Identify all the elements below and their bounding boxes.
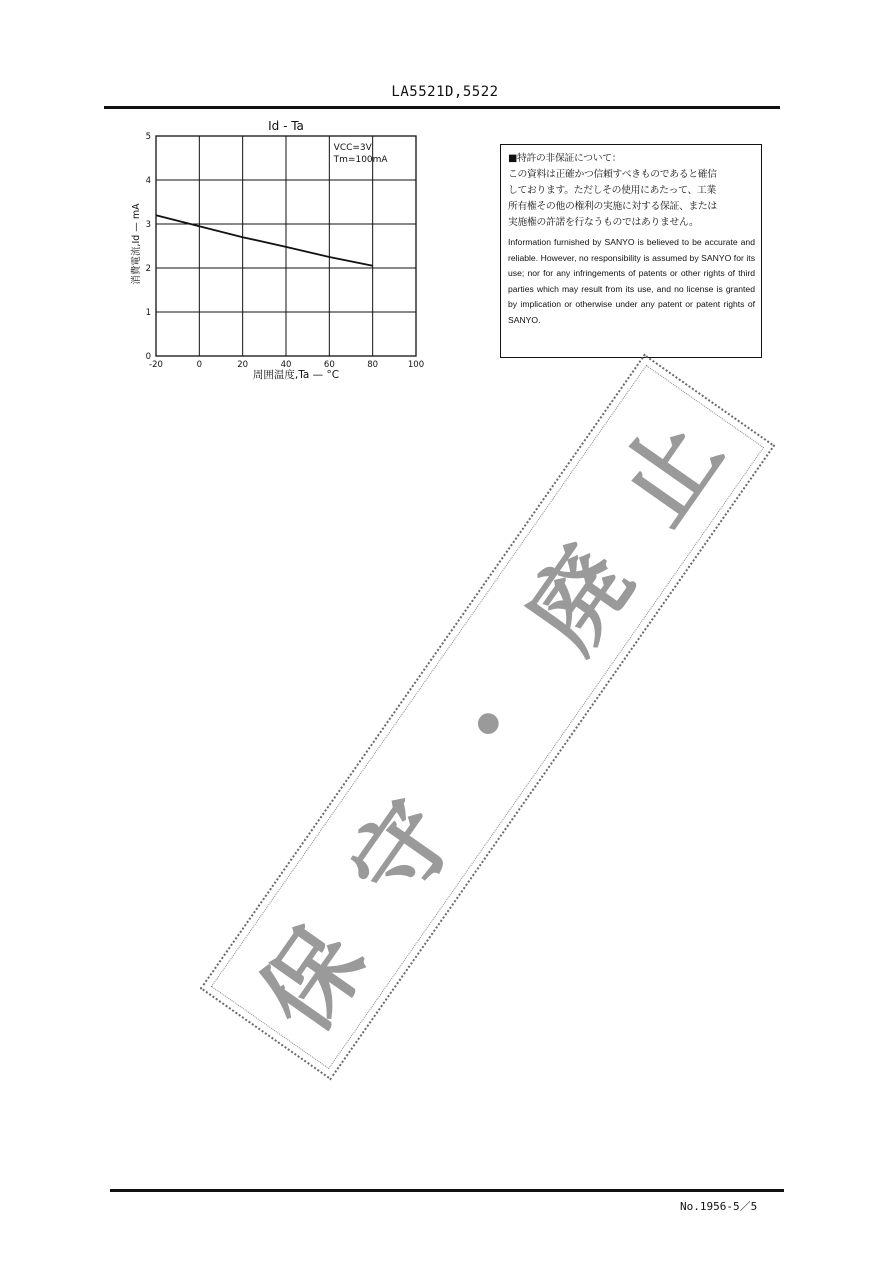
notice-jp-line: しております。ただしその使用にあたって、工業: [508, 185, 716, 196]
stamp-character: 守: [327, 772, 482, 924]
stamp-character: 廃: [505, 518, 659, 670]
x-tick-label: 60: [323, 360, 335, 370]
notice-japanese-text: [508, 151, 755, 231]
chart-tick-labels: [146, 132, 425, 370]
stamp-text: [200, 354, 776, 1081]
stamp-character: 保: [238, 899, 393, 1051]
page-header-title: LA5521D,5522: [391, 84, 499, 100]
header-rule: [104, 106, 780, 109]
y-tick-label: 1: [145, 308, 151, 318]
notice-jp-line: ■特許の非保証について：: [508, 153, 622, 164]
chart-series: [156, 215, 373, 266]
chart-y-axis-label: 消費電流,Id — mA: [131, 203, 142, 285]
x-tick-label: 100: [407, 360, 425, 370]
notice-jp-line: 実施権の許諾を行なうものではありません。: [508, 217, 699, 228]
stamp-character: 止: [594, 391, 748, 543]
x-tick-label: 20: [237, 360, 249, 370]
y-tick-label: 4: [145, 176, 151, 186]
series-line: [156, 215, 373, 266]
x-tick-label: 80: [367, 360, 379, 370]
chart-x-axis-label: 周囲温度,Ta — °C: [252, 369, 340, 381]
y-tick-label: 3: [145, 220, 151, 230]
id-ta-chart: [126, 114, 426, 384]
chart-condition-label: VCC=3V: [333, 143, 372, 153]
notice-english-text: Information furnished by SANYO is believed to be accurate and reliable. However, no responsibility is assumed by SANYO for its use; nor for any infringements of patents or other rights of third parties which may result from its use, and no license is granted by implication or otherwise under any patent or patent rights of SANYO.: [508, 237, 755, 325]
x-tick-label: 0: [196, 360, 203, 370]
notice-jp-line: 所有権その他の権利の実施に対する保証、または: [508, 201, 717, 212]
patent-notice-box: [500, 144, 762, 358]
notice-jp-line: この資料は正確かつ信頼すべきものであると確信: [508, 169, 717, 180]
x-tick-label: 40: [280, 360, 292, 370]
chart-title: Id - Ta: [268, 119, 304, 133]
page-number: No.1956-5／5: [680, 1200, 758, 1213]
chart-condition-label: Tm=100mA: [333, 155, 388, 165]
y-tick-label: 0: [145, 352, 151, 362]
x-tick-label: -20: [149, 360, 163, 370]
y-tick-label: 5: [145, 132, 151, 142]
chart-conditions: [333, 143, 389, 165]
stamp-character: ・: [416, 645, 570, 797]
y-tick-label: 2: [145, 264, 151, 274]
discontinued-stamp: [200, 354, 776, 1081]
footer-rule: [110, 1189, 784, 1192]
